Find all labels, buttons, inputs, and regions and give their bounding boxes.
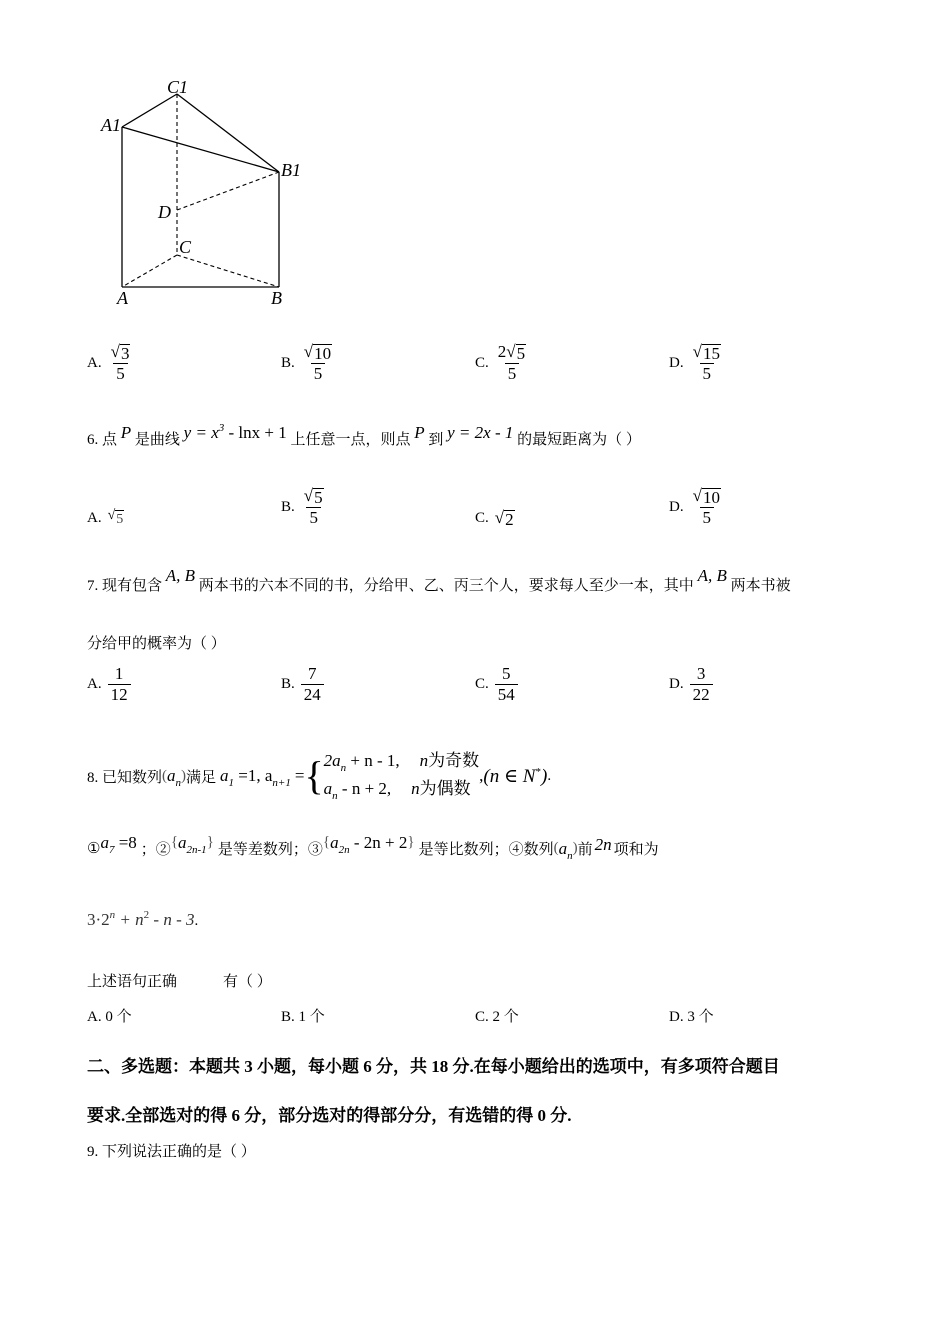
section2-line2: 要求.全部选对的得 6 分，部分选对的得部分分，有选错的得 0 分. [87, 1106, 572, 1125]
q9-stem: 9. 下列说法正确的是（ ） [87, 1144, 256, 1160]
label-a: A [117, 288, 128, 308]
q6-option-b[interactable]: B. √ 5 5 [281, 486, 323, 527]
q5-option-a[interactable]: A. √ 3 5 [87, 342, 130, 383]
q7-option-d[interactable]: D. $\frac{3}{22}$ [669, 664, 713, 705]
q6-option-d[interactable]: D. √ 10 5 [669, 486, 720, 527]
q7-option-a[interactable]: A. $\frac{1}{12}$ [87, 664, 131, 705]
q7-stem-line1: 7. 现有包含 A, B 两本书的六本不同的书，分给甲、乙、丙三个人，要求每人至少一本，其中 A, B 两本书被 [87, 566, 791, 594]
q8-question: 上述语句正确 有（ ） [87, 974, 272, 990]
label-c: C [179, 237, 192, 257]
label-d: D [158, 202, 171, 222]
label-b1: B1 [281, 160, 301, 180]
q5-option-b[interactable]: B. √ 10 5 [281, 342, 332, 383]
q5-option-c[interactable]: C. 2 √ 5 5 [475, 342, 526, 383]
section2-line1: 二、多选题：本题共 3 小题，每小题 6 分，共 18 分.在每小题给出的选项中，有多项符合题目 [87, 1057, 780, 1076]
edge-c1-b1 [177, 94, 279, 172]
q8-option-c[interactable]: C. 2 个 [475, 1009, 519, 1025]
label-c1: C1 [167, 77, 189, 97]
edge-a1-c1 [122, 94, 177, 127]
q6-option-a[interactable]: A. √ 5 [87, 508, 124, 527]
edge-a1-b1 [122, 127, 279, 172]
edge-d-b1 [177, 172, 279, 210]
edge-c-b [177, 255, 279, 287]
q8-stem: 8. 已知数列 ( $a_n$ ) 满足 $a_1 =1$, $a_{n+1}$ = { $2a_n + n - 1$, n为奇数 $a_n - n + 2$, n为偶数 , (n ∈ N*) . [87, 751, 552, 802]
q8-statements: ① $a_7 =8$ ；② { $a_{2n-1}$ } 是等差数列；③ { $a_{2n} - 2n + 2$ } 是等比数列；④数列 ( $a_n$ ) 前 2n 项和为 [87, 832, 659, 862]
q7-stem-line2: 分给甲的概率为（ ） [87, 636, 226, 652]
label-a1: A1 [101, 115, 121, 135]
edge-c-a [122, 255, 177, 287]
q8-option-d[interactable]: D. 3 个 [669, 1009, 714, 1025]
q5-option-d[interactable]: D. √ 15 5 [669, 342, 720, 383]
q8-option-b[interactable]: B. 1 个 [281, 1009, 325, 1025]
q6-option-c[interactable]: C. √ 2 [475, 508, 514, 529]
q8-option-a[interactable]: A. 0 个 [87, 1009, 132, 1025]
q8-sum-formula: $3\cdot 2^n + n^2 - n - 3$. [87, 909, 199, 929]
label-b: B [271, 288, 282, 308]
prism-figure [95, 72, 325, 312]
q6-stem: 6. 点 P 是曲线 $y = x^3 - \ln x + 1$ 上任意一点，则点 P 到 y = 2x - 1 的最短距离为（ ） [87, 422, 641, 448]
q7-option-c[interactable]: C. $\frac{5}{54}$ [475, 664, 518, 705]
q7-option-b[interactable]: B. $\frac{7}{24}$ [281, 664, 324, 705]
